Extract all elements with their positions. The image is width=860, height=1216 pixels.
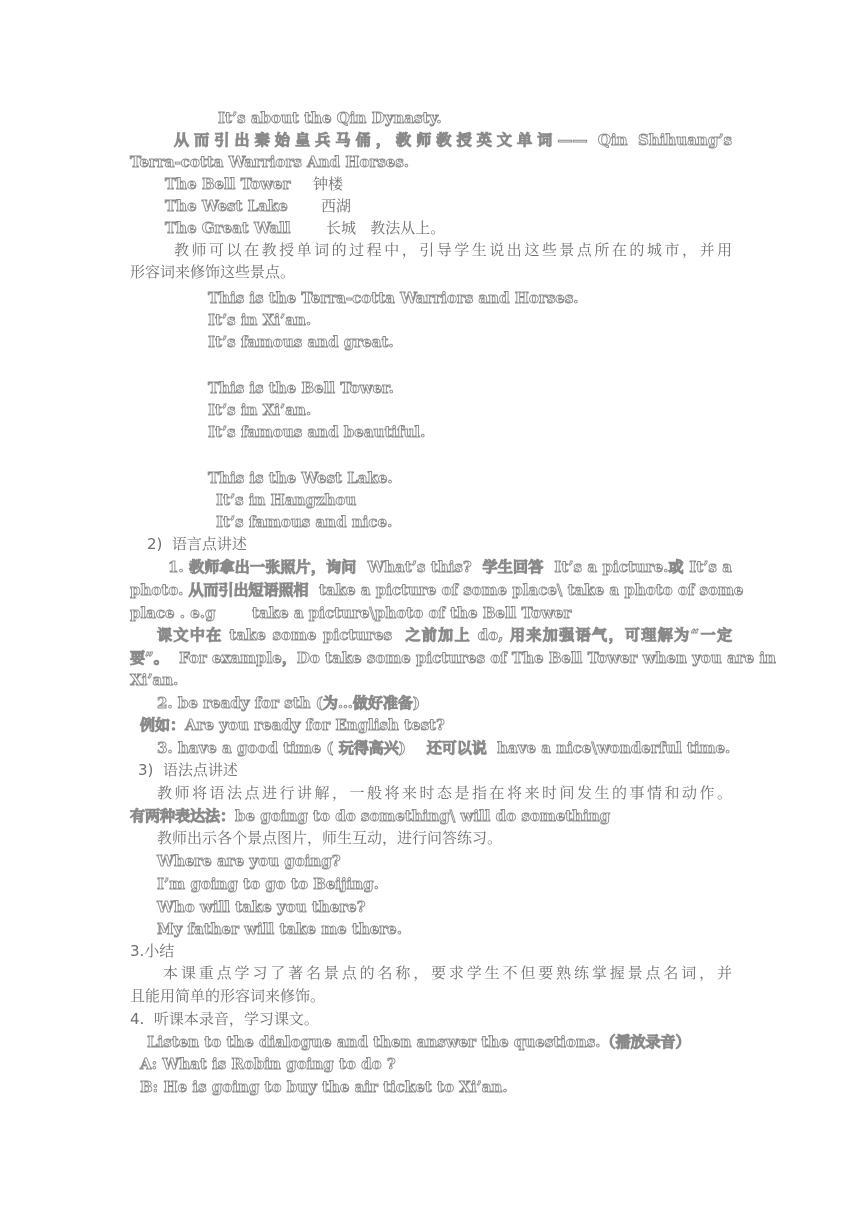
text-line: 且能用简单的形容词来修饰。 <box>130 987 326 1005</box>
text-line: 3. have a good time ( 玩得高兴) 还可以说 have a nice\wonderful time. <box>157 739 731 757</box>
text-line: 2. be ready for sth (为…做好准备) <box>157 694 421 712</box>
text-line: Listen to the dialogue and then answer the questions.（播放录音） <box>147 1033 691 1051</box>
example-sentence: This is the Bell Tower. <box>208 379 394 397</box>
vocab-term: The Bell Tower <box>165 175 291 193</box>
text-line: 例如：Are you ready for English test? <box>140 716 445 734</box>
text-line: 本课重点学习了著名景点的名称，要求学生不但要熟练掌握景点名词，并 <box>163 964 732 982</box>
text-line: 从而引出秦始皇兵马俑，教师教授英文单词—— Qin Shihuang’s <box>174 131 732 149</box>
text-line: 要”。 For example，Do take some pictures of The Bell Tower when you are in <box>130 649 776 667</box>
vocab-translation: 钟楼 <box>313 175 344 193</box>
text-line: 教师将语法点进行讲解，一般将来时态是指在将来时间发生的事情和动作。 <box>157 784 732 802</box>
text-line: 1. 教师拿出一张照片，询问 What’s this? 学生回答 It’s a picture.或 It’s a <box>168 558 732 576</box>
vocab-term: The West Lake <box>165 197 288 215</box>
text-line: It’s about the Qin Dynasty. <box>218 109 442 127</box>
example-sentence: This is the Terra-cotta Warriors and Horses. <box>208 289 579 307</box>
text-line: 课文中在 take some pictures 之前加上 do, 用来加强语气，可理解为“一定 <box>157 626 732 644</box>
vocab-translation: 长城 教法从上。 <box>326 219 446 237</box>
dialogue-line: B: He is going to buy the air ticket to Xi’an. <box>140 1078 508 1096</box>
example-sentence: Who will take you there? <box>157 898 366 916</box>
example-sentence: It’s famous and great. <box>208 333 394 351</box>
example-sentence: Where are you going? <box>157 852 341 870</box>
example-sentence: It’s famous and beautiful. <box>208 423 426 441</box>
text-line: place . e.g take a picture\photo of the Bell Tower <box>130 604 572 622</box>
text-line: Xi’an. <box>130 671 179 689</box>
text-line: 形容词来修饰这些景点。 <box>130 263 296 281</box>
section-heading: 3.小结 <box>130 942 175 960</box>
text-line: 有两种表达法：be going to do something\ will do something <box>130 807 611 825</box>
example-sentence: This is the West Lake. <box>208 469 393 487</box>
section-heading: 2) 语言点讲述 <box>147 535 247 553</box>
example-sentence: It’s famous and nice. <box>216 513 393 531</box>
dialogue-line: A: What is Robin going to do ? <box>140 1055 396 1073</box>
text-line: photo. 从而引出短语照相 take a picture of some place\ take a photo of some <box>130 581 744 599</box>
example-sentence: It’s in Xi’an. <box>208 401 312 419</box>
vocab-term: The Great Wall <box>165 219 291 237</box>
example-sentence: It’s in Xi’an. <box>208 311 312 329</box>
text-line: Terra-cotta Warriors And Horses. <box>130 153 410 171</box>
section-heading: 3) 语法点讲述 <box>138 761 238 779</box>
section-heading: 4. 听课本录音，学习课文。 <box>130 1010 319 1028</box>
example-sentence: My father will take me there. <box>157 920 402 938</box>
example-sentence: It’s in Hangzhou <box>216 491 357 509</box>
example-sentence: I’m going to go to Beijing. <box>157 875 379 893</box>
text-line: 教师出示各个景点图片，师生互动，进行问答练习。 <box>157 829 503 847</box>
vocab-translation: 西湖 <box>321 197 352 215</box>
text-line: 教师可以在教授单词的过程中，引导学生说出这些景点所在的城市，并用 <box>174 241 732 259</box>
